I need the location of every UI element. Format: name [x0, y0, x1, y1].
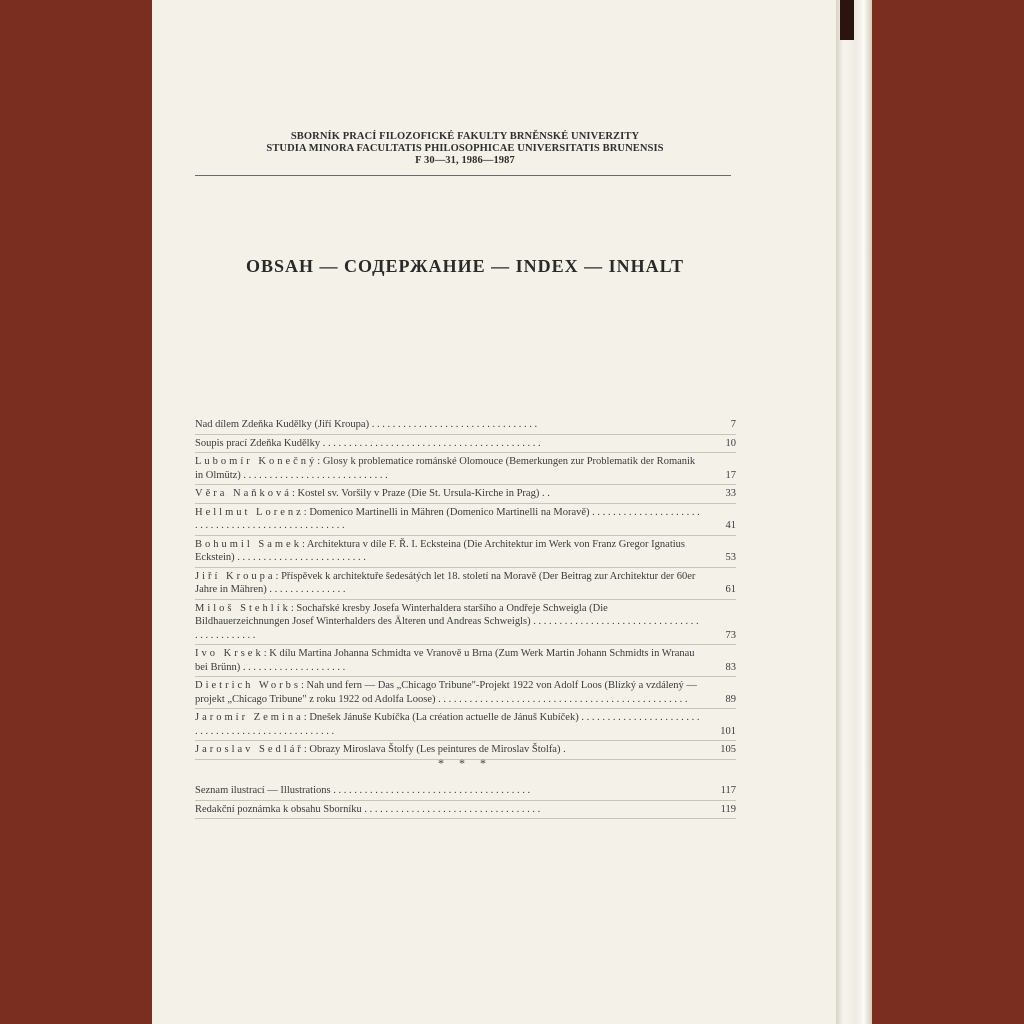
toc-entry-title: [195, 437, 710, 451]
toc-entry-author: Ivo Krsek: [195, 648, 264, 659]
toc-entry: [195, 568, 736, 600]
toc-entry-title: [195, 418, 710, 432]
toc-entry: [195, 801, 736, 820]
toc-entry-title: [195, 538, 710, 565]
toc-entry-author: Jaroslav Sedlář: [195, 744, 304, 755]
toc-entry-title: [195, 487, 710, 501]
toc-entry-text: : Domenico Martinelli in Mähren (Domenico Martinelli na Moravě) . . . . . . . . . . . . . . . . . . . . . . . . . . . . . . . . . . . . . . . . . . . . . . . . . .: [195, 506, 700, 531]
journal-header: [200, 131, 730, 167]
table-of-contents: [195, 416, 736, 760]
toc-entry-author: Jiří Kroupa: [195, 570, 276, 582]
toc-entry-text: : Sochařské kresby Josefa Winterhaldera staršího a Ondřeje Schweigla (Die Bildhauerzeichnungen Josef Winterhalders des Älteren und Andreas Schweigls) . . . . . . . . . . . . . . . . . . . . . . . . . . . . . . . . . . . . . . . . . . . .: [195, 602, 699, 641]
toc-entry-author: Lubomír Konečný: [195, 456, 318, 467]
toc-entry-title: [195, 506, 710, 533]
toc-entry-page: 89: [725, 693, 736, 705]
toc-entry-text: : Obrazy Miroslava Štolfy (Les peintures de Miroslav Štolfa) .: [303, 744, 566, 755]
toc-entry-text: Nad dílem Zdeňka Kudělky (Jiří Kroupa) . . . . . . . . . . . . . . . . . . . . . . . . . . . . . . . .: [195, 419, 538, 430]
toc-entry-page: 83: [725, 661, 736, 673]
page-edge: [836, 0, 872, 1024]
page-title: OBSAH — СОДЕРЖАНИЕ — INDEX — INHALT: [245, 256, 685, 276]
toc-entry-text: : Architektura v díle F. Ř. I. Ecksteina (Die Architektur im Werk von Franz Gregor Ignatius Eckstein) . . . . . . . . . . . . . . . . . . . . . . . . .: [195, 538, 685, 563]
toc-entry-page: 119: [720, 803, 736, 815]
toc-entry: [195, 536, 736, 568]
toc-entry: [195, 416, 736, 435]
toc-entry-author: Bohumil Samek: [195, 538, 302, 550]
toc-entry: [195, 435, 736, 454]
toc-entry: [195, 485, 736, 504]
toc-entry: [195, 504, 736, 536]
toc-entry-page: 117: [720, 785, 736, 796]
toc-entry: [195, 782, 736, 801]
cover-corner: [840, 0, 854, 40]
toc-entry-text: Redakční poznámka k obsahu Sborníku . . . . . . . . . . . . . . . . . . . . . . . . . . . . . . . . . .: [195, 803, 541, 815]
section-separator: * * *: [438, 756, 492, 770]
toc-entry-page: 61: [725, 584, 736, 595]
toc-entry-title: [195, 647, 710, 674]
header-line-1: SBORNÍK PRACÍ FILOZOFICKÉ FAKULTY BRNĚNSKÉ UNIVERZITY: [290, 131, 640, 142]
toc-entry-author: Miloš Stehlík: [195, 602, 291, 614]
toc-entry-page: 41: [725, 520, 736, 531]
toc-entry-text: Seznam ilustrací — Illustrations . . . . . . . . . . . . . . . . . . . . . . . . . . . . . . . . . . . . . .: [195, 785, 531, 796]
toc-entry-text: : Kostel sv. Voršily v Praze (Die St. Ursula-Kirche in Prag) . .: [291, 488, 550, 499]
header-line-3: F 30—31, 1986—1987: [415, 155, 515, 166]
toc-entry-page: 7: [730, 419, 736, 430]
toc-entry-title: [195, 570, 710, 597]
toc-entry: [195, 677, 736, 709]
toc-entry: [195, 453, 736, 485]
toc-entry-author: Hellmut Lorenz: [195, 506, 304, 518]
toc-entry-page: 53: [725, 552, 736, 563]
toc-entry-page: 101: [720, 725, 736, 737]
toc-entry-text: : Příspěvek k architektuře šedesátých let 18. století na Moravě (Der Beitrag zur Architektur der 60er Jahre in Mähren) . . . . . . . . . . . . . . .: [195, 570, 696, 595]
toc-entry-page: 73: [725, 629, 736, 641]
toc-entry-page: 105: [720, 744, 736, 755]
toc-entry-page: 33: [725, 488, 736, 499]
toc-entry-title: [195, 455, 710, 482]
header-line-2: STUDIA MINORA FACULTATIS PHILOSOPHICAE UNIVERSITATIS BRUNENSIS: [266, 143, 664, 154]
toc-entry-page: 10: [725, 437, 736, 449]
toc-entry: [195, 600, 736, 646]
toc-entry-author: Jaromír Zemina: [195, 712, 304, 723]
toc-entry-title: [195, 679, 710, 706]
toc-entry-page: 17: [725, 469, 736, 481]
toc-entry-text: : Dnešek Jánuše Kubíčka (La création actuelle de Jánuš Kubíček) . . . . . . . . . . . . . . . . . . . . . . . . . . . . . . . . . . . . . . . . . . . . . . . . . .: [195, 712, 700, 737]
toc-entry-text: : Glosy k problematice románské Olomouce (Bemerkungen zur Problematik der Romanik in Olmütz) . . . . . . . . . . . . . . . . . . . . . . . . . . . .: [195, 456, 696, 481]
toc-entry: [195, 709, 736, 741]
toc-entry-text: Soupis prací Zdeňka Kudělky . . . . . . . . . . . . . . . . . . . . . . . . . . . . . . . . . . . . . . . . . .: [195, 437, 541, 449]
toc-entry: [195, 645, 736, 677]
toc-entry-author: Dietrich Worbs: [195, 680, 301, 691]
header-divider: [195, 175, 731, 176]
toc-entry-title: [195, 743, 710, 757]
table-of-contents-appendix: [195, 782, 736, 819]
toc-entry-author: Věra Naňková: [195, 488, 292, 499]
toc-entry-text: : K dílu Martina Johanna Schmidta ve Vranově u Brna (Zum Werk Martin Johann Schmidts in Wranau bei Brünn) . . . . . . . . . . . . . . . . . . . .: [195, 648, 695, 673]
toc-entry-title: [195, 711, 710, 738]
toc-entry-title: [195, 803, 710, 817]
toc-entry-title: [195, 602, 710, 643]
toc-entry-text: : Nah und fern — Das „Chicago Tribune"-Projekt 1922 von Adolf Loos (Blízký a vzdálený — projekt „Chicago Tribune" z roku 1922 od Adolfa Loose) . . . . . . . . . . . . . . . . . . . . . . . . . . . . . . . . . . . . . . . . . . . . . . . .: [195, 680, 697, 705]
toc-entry-title: [195, 784, 710, 798]
